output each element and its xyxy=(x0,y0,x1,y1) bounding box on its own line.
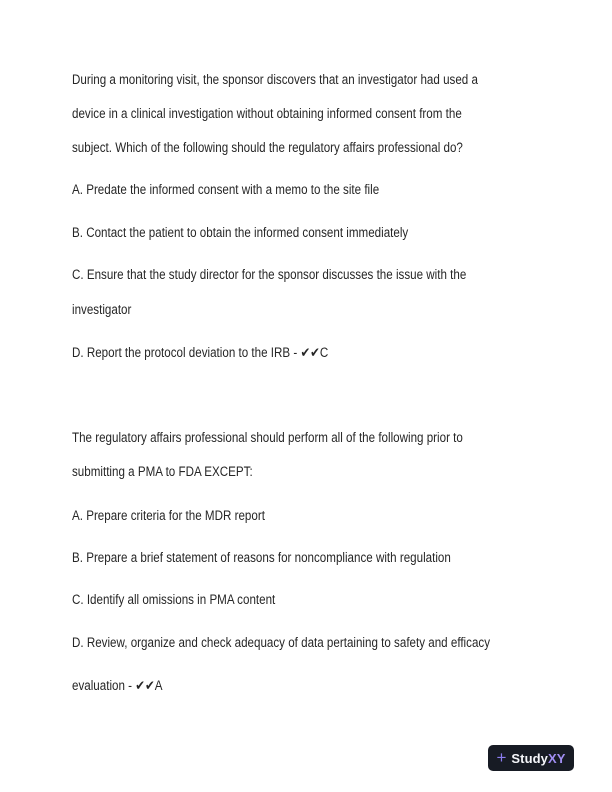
question1-option-a: A. Predate the informed consent with a memo to the site file xyxy=(72,182,380,197)
question1-option-c: C. Ensure that the study director for the sponsor discusses the issue with the xyxy=(72,267,467,282)
question2-stem-line: submitting a PMA to FDA EXCEPT: xyxy=(72,464,253,479)
logo-text-accent: XY xyxy=(548,750,566,766)
question2-option-a: A. Prepare criteria for the MDR report xyxy=(72,508,265,523)
question1-option-b: B. Contact the patient to obtain the informed consent immediately xyxy=(72,225,409,240)
question1-stem-line: device in a clinical investigation without obtaining informed consent from the xyxy=(72,106,462,121)
plus-icon: + xyxy=(496,748,507,767)
question2-option-b: B. Prepare a brief statement of reasons for noncompliance with regulation xyxy=(72,550,451,565)
question2-stem-line: The regulatory affairs professional should perform all of the following prior to xyxy=(72,430,463,445)
question1-option-c-continued: investigator xyxy=(72,302,132,317)
question1-stem-line: During a monitoring visit, the sponsor discovers that an investigator had used a xyxy=(72,72,478,87)
question1-option-d-with-answer: D. Report the protocol deviation to the IRB - ✔✔C xyxy=(72,345,329,360)
studyxy-logo-text xyxy=(511,752,565,765)
logo-text-primary: Study xyxy=(511,750,548,766)
question2-option-d-continued-with-answer: evaluation - ✔✔A xyxy=(72,678,163,693)
studyxy-logo xyxy=(488,745,574,771)
question2-option-c: C. Identify all omissions in PMA content xyxy=(72,592,276,607)
question2-option-d: D. Review, organize and check adequacy of data pertaining to safety and efficacy xyxy=(72,635,491,650)
question1-stem-line: subject. Which of the following should the regulatory affairs professional do? xyxy=(72,140,463,155)
